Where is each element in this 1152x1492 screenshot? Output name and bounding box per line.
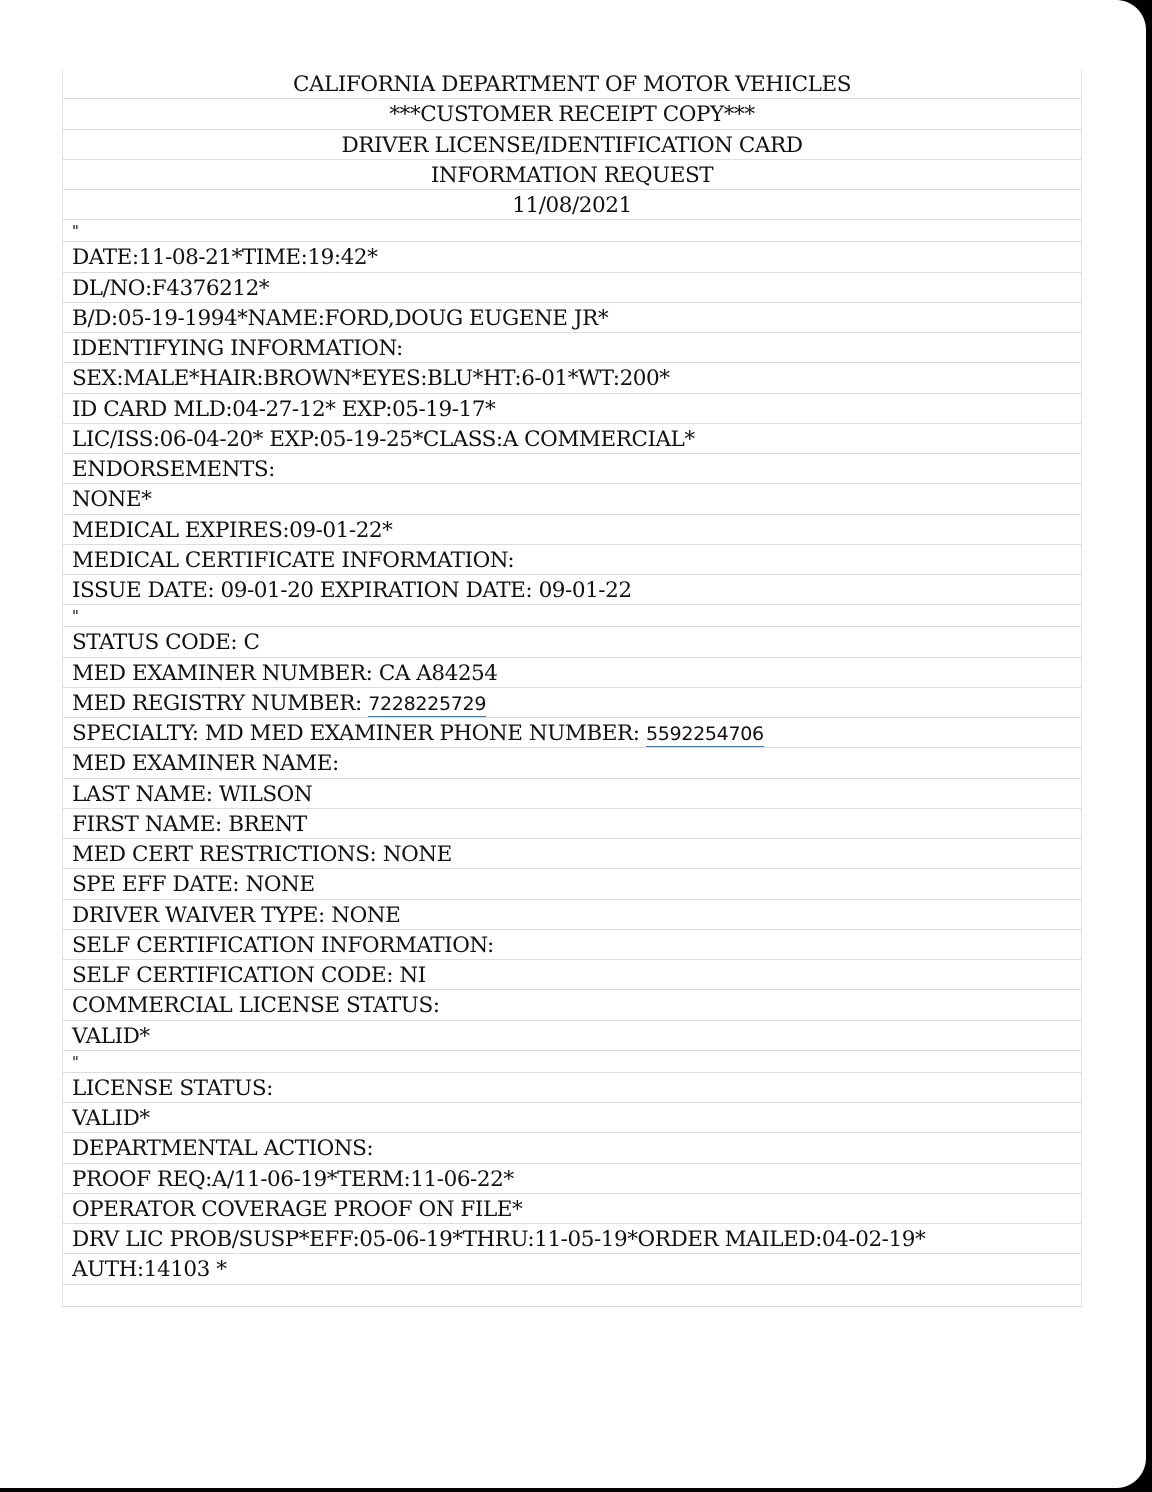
spe-eff-date-row: SPE EFF DATE: NONE xyxy=(63,869,1081,899)
header-date: 11/08/2021 xyxy=(63,190,1081,220)
dl-number-row: DL/NO:F4376212* xyxy=(63,273,1081,303)
identifying-label: IDENTIFYING INFORMATION: xyxy=(63,333,1081,363)
separator-row: " xyxy=(63,605,1081,627)
header-card-type: DRIVER LICENSE/IDENTIFICATION CARD xyxy=(63,130,1081,160)
separator-row: " xyxy=(63,220,1081,242)
receipt-sheet xyxy=(62,69,1082,1307)
auth-row: AUTH:14103 * xyxy=(63,1254,1081,1284)
header-agency: CALIFORNIA DEPARTMENT OF MOTOR VEHICLES xyxy=(63,69,1081,99)
issue-expiration-row: ISSUE DATE: 09-01-20 EXPIRATION DATE: 09-01-22 xyxy=(63,575,1081,605)
license-status-label: LICENSE STATUS: xyxy=(63,1073,1081,1103)
self-cert-label: SELF CERTIFICATION INFORMATION: xyxy=(63,930,1081,960)
specialty-label: SPECIALTY: MD MED EXAMINER PHONE NUMBER: xyxy=(72,721,646,746)
physical-row: SEX:MALE*HAIR:BROWN*EYES:BLU*HT:6-01*WT:200* xyxy=(63,363,1081,393)
commercial-status-label: COMMERCIAL LICENSE STATUS: xyxy=(63,990,1081,1020)
header-receipt-copy: ***CUSTOMER RECEIPT COPY*** xyxy=(63,99,1081,129)
birth-name-row: B/D:05-19-1994*NAME:FORD,DOUG EUGENE JR* xyxy=(63,303,1081,333)
restrictions-row: MED CERT RESTRICTIONS: NONE xyxy=(63,839,1081,869)
date-time-row: DATE:11-08-21*TIME:19:42* xyxy=(63,242,1081,272)
self-cert-code-row: SELF CERTIFICATION CODE: NI xyxy=(63,960,1081,990)
proof-req-row: PROOF REQ:A/11-06-19*TERM:11-06-22* xyxy=(63,1164,1081,1194)
empty-trailing-row xyxy=(63,1285,1081,1307)
registry-number-row xyxy=(63,688,1081,718)
medical-expires-row: MEDICAL EXPIRES:09-01-22* xyxy=(63,515,1081,545)
last-name-row: LAST NAME: WILSON xyxy=(63,779,1081,809)
examiner-name-label: MED EXAMINER NAME: xyxy=(63,748,1081,778)
registry-number-link[interactable]: 7228225729 xyxy=(368,693,486,718)
header-request-type: INFORMATION REQUEST xyxy=(63,160,1081,190)
coverage-row: OPERATOR COVERAGE PROOF ON FILE* xyxy=(63,1194,1081,1224)
departmental-actions-label: DEPARTMENTAL ACTIONS: xyxy=(63,1133,1081,1163)
med-cert-label: MEDICAL CERTIFICATE INFORMATION: xyxy=(63,545,1081,575)
license-status-value: VALID* xyxy=(63,1103,1081,1133)
registry-label: MED REGISTRY NUMBER: xyxy=(72,690,369,716)
endorsements-label: ENDORSEMENTS: xyxy=(63,454,1081,484)
id-card-row: ID CARD MLD:04-27-12* EXP:05-19-17* xyxy=(63,394,1081,424)
status-code-row: STATUS CODE: C xyxy=(63,627,1081,657)
commercial-status-value: VALID* xyxy=(63,1021,1081,1051)
examiner-number-row: MED EXAMINER NUMBER: CA A84254 xyxy=(63,658,1081,688)
specialty-row xyxy=(63,718,1081,748)
prob-susp-row: DRV LIC PROB/SUSP*EFF:05-06-19*THRU:11-05-19*ORDER MAILED:04-02-19* xyxy=(63,1224,1081,1254)
phone-number-link[interactable]: 5592254706 xyxy=(646,723,764,748)
endorsements-value: NONE* xyxy=(63,484,1081,514)
first-name-row: FIRST NAME: BRENT xyxy=(63,809,1081,839)
waiver-type-row: DRIVER WAIVER TYPE: NONE xyxy=(63,900,1081,930)
separator-row: " xyxy=(63,1051,1081,1073)
license-row: LIC/ISS:06-04-20* EXP:05-19-25*CLASS:A COMMERCIAL* xyxy=(63,424,1081,454)
